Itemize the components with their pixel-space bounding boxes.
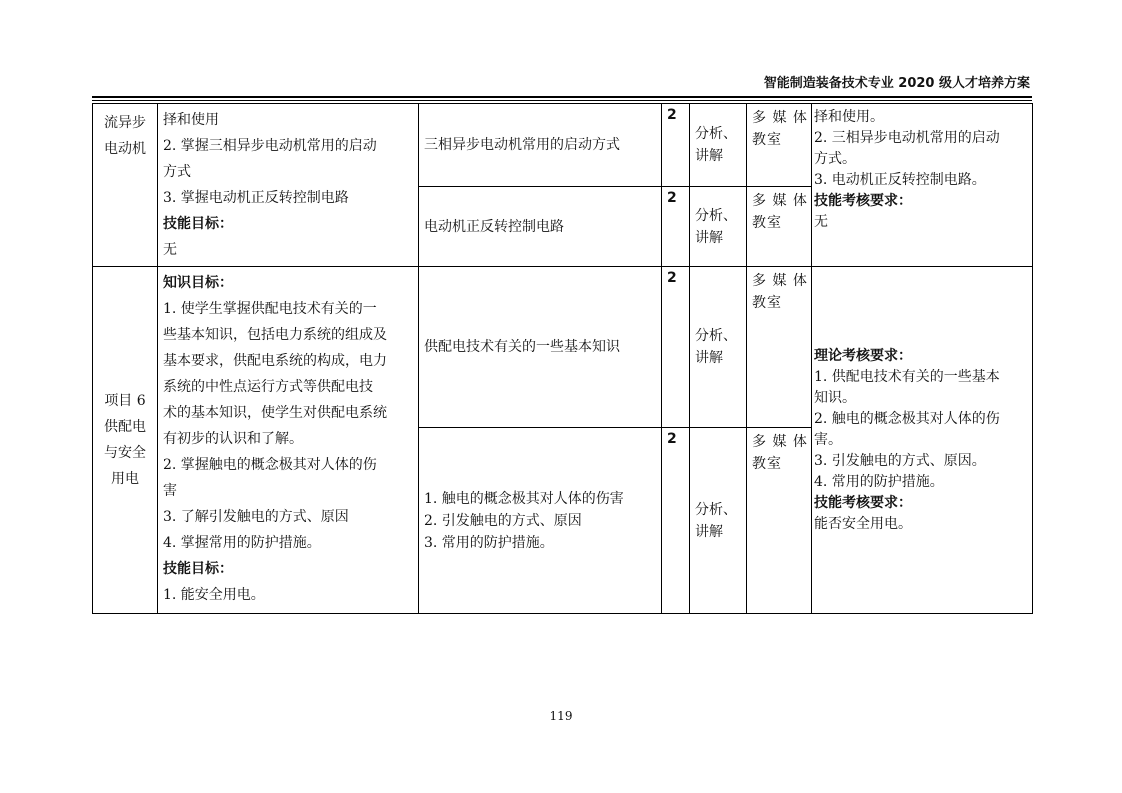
teaching-place-cell: 多 媒 体 教室 [747, 428, 812, 614]
skill-objective-label: 技能目标： [163, 561, 233, 577]
skill-assessment-label: 技能考核要求： [814, 494, 912, 511]
teaching-place-cell: 多 媒 体 教室 [747, 104, 812, 187]
curriculum-table [92, 103, 1033, 614]
hours-cell: 2 [662, 428, 690, 614]
header-rule-thin [92, 100, 1032, 101]
header-rule-thick [92, 96, 1032, 98]
skill-assessment-label: 技能考核要求： [814, 193, 912, 209]
teaching-content-cell: 三相异步电动机常用的启动方式 [419, 104, 662, 187]
project-name-cell: 项目 6 供配电 与安全 用电 [93, 267, 158, 614]
knowledge-objective-label: 知识目标： [163, 275, 233, 291]
hours-cell: 2 [662, 187, 690, 267]
teaching-place-cell: 多 媒 体 教室 [747, 267, 812, 428]
teaching-place-cell: 多 媒 体 教室 [747, 187, 812, 267]
teaching-method-cell: 分析、 讲解 [690, 187, 747, 267]
teaching-content-cell: 电动机正反转控制电路 [419, 187, 662, 267]
document-header-title: 智能制造装备技术专业 2020 级人才培养方案 [763, 76, 1030, 91]
objectives-cell: 择和使用 2. 掌握三相异步电动机常用的启动 方式 3. 掌握电动机正反转控制电路 技能目标： 无 [158, 104, 419, 267]
table-row [93, 267, 1033, 428]
assessment-cell: 理论考核要求： 1. 供配电技术有关的一些基本 知识。 2. 触电的概念极其对人体的伤 害。 3. 引发触电的方式、原因。 4. 常用的防护措施。 技能考核要求： 能否安全用电。 [812, 267, 1033, 614]
teaching-method-cell: 分析、 讲解 [690, 428, 747, 614]
hours-cell: 2 [662, 267, 690, 428]
assessment-cell: 择和使用。 2. 三相异步电动机常用的启动 方式。 3. 电动机正反转控制电路。 技能考核要求： 无 [812, 104, 1033, 267]
page-number: 119 [549, 709, 573, 723]
theory-assessment-label: 理论考核要求： [814, 347, 912, 364]
objectives-cell: 知识目标： 1. 使学生掌握供配电技术有关的一 些基本知识，包括电力系统的组成及 基本要求，供配电系统的构成，电力 系统的中性点运行方式等供配电技 术的基本知识，使学生对供配电系统 有初步的认识和了解。 2. 掌握触电的概念极其对人体的伤 害 3. 了解引发触电的方式、原因 4. 掌握常用的防护措施。 技能目标： 1. 能安全用电。 [158, 267, 419, 614]
teaching-method-cell: 分析、 讲解 [690, 104, 747, 187]
teaching-method-cell: 分析、 讲解 [690, 267, 747, 428]
teaching-content-cell: 1. 触电的概念极其对人体的伤害 2. 引发触电的方式、原因 3. 常用的防护措施。 [419, 428, 662, 614]
table-row [93, 104, 1033, 187]
hours-cell: 2 [662, 104, 690, 187]
skill-objective-label: 技能目标： [163, 216, 233, 232]
teaching-content-cell: 供配电技术有关的一些基本知识 [419, 267, 662, 428]
project-name-cell: 流异步 电动机 [93, 104, 158, 267]
